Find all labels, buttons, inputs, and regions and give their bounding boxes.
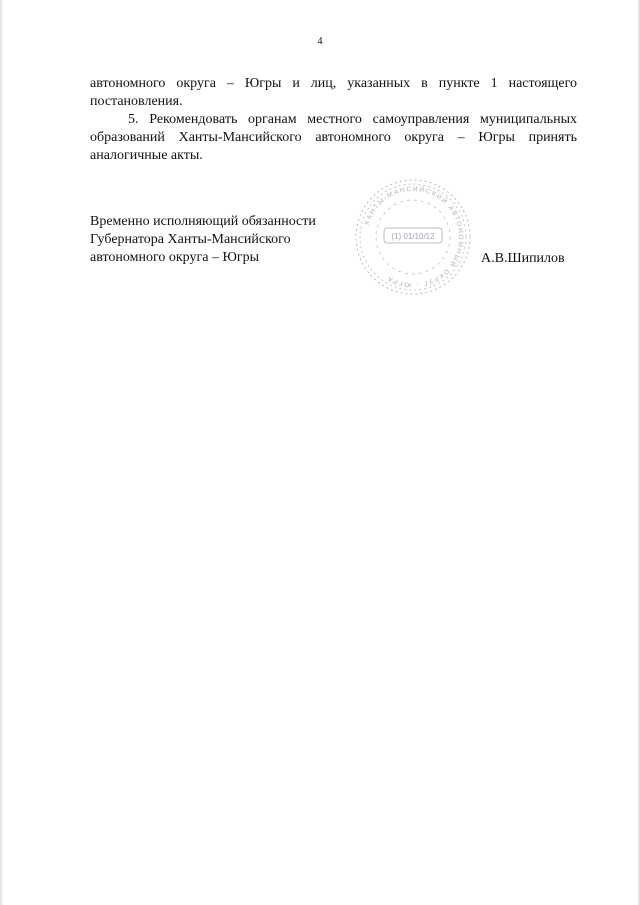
item-5-paragraph [90, 111, 577, 165]
continuation-paragraph [90, 75, 577, 111]
paragraph-line: автономного округа – Югры и лиц, указанных в пункте 1 настоящего [90, 76, 577, 91]
paragraph-line: образований Ханты-Мансийского автономного округа – Югры принять [90, 130, 577, 145]
paragraph-line: постановления. [90, 94, 183, 109]
position-line: автономного округа – Югры [90, 250, 259, 265]
page-number: 4 [317, 36, 323, 47]
official-seal [352, 176, 474, 298]
position-line: Временно исполняющий обязанности [90, 214, 316, 229]
signatory-position [90, 213, 316, 267]
position-line: Губернатора Ханты-Мансийского [90, 232, 291, 247]
seal-center-text: (1) 01/10/12 [391, 232, 435, 241]
paragraph-line: аналогичные акты. [90, 148, 203, 163]
signatory-name: А.В.Шипилов [481, 251, 565, 266]
scan-edge-left [0, 0, 3, 905]
paragraph-line: 5. Рекомендовать органам местного самоуправления муниципальных [128, 112, 577, 127]
seal-ring-text: ХАНТЫ-МАНСИЙСКИЙ АВТОНОМНЫЙ ОКРУГ - ЮГРА [363, 185, 465, 289]
